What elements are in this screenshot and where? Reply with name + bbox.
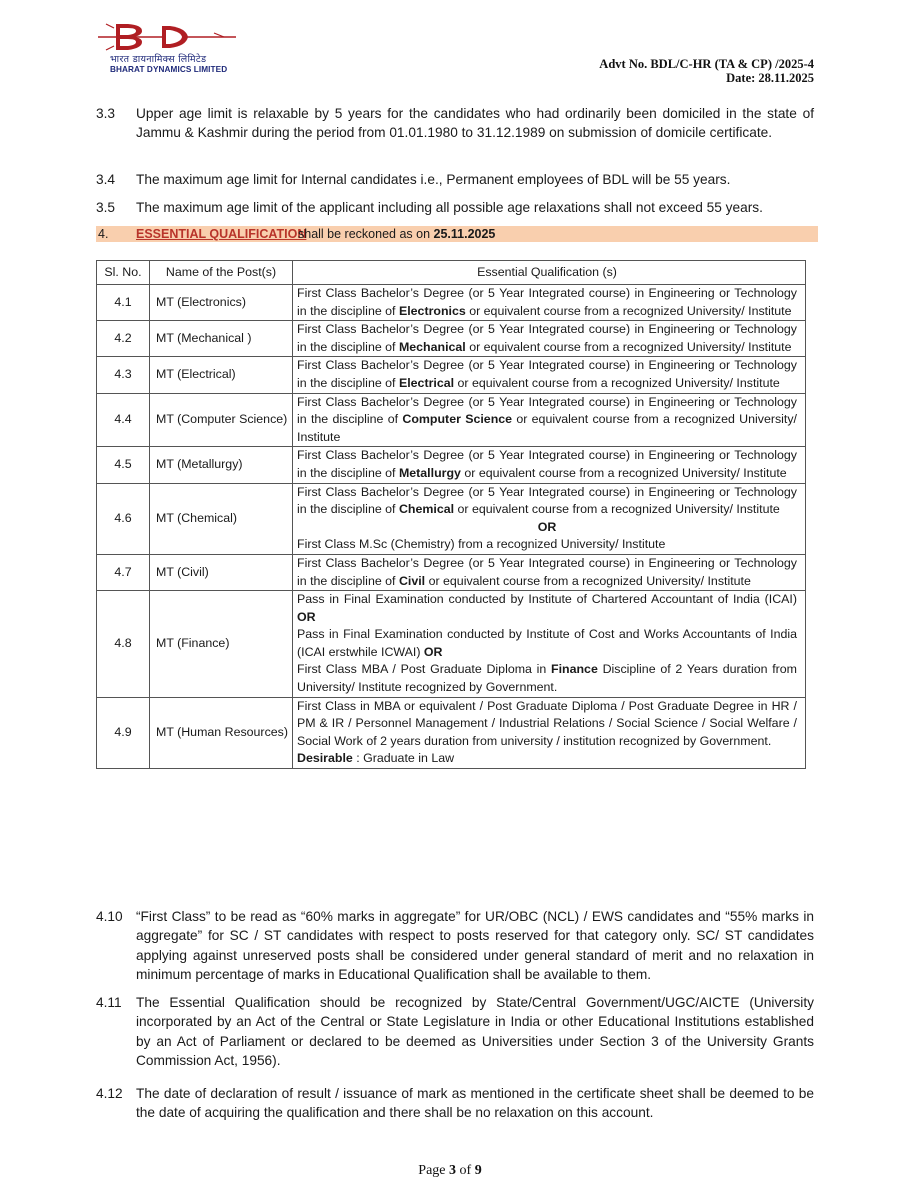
clause-number: 4.10 — [96, 909, 123, 924]
clause-3-3 — [96, 104, 814, 143]
clause-4-10 — [96, 907, 814, 985]
discipline: Civil — [398, 573, 426, 588]
qualification-text: Discipline of 2 Years duration from University/ Institute recognized by Government. — [297, 662, 797, 695]
clause-text: The maximum age limit of the applicant including all possible age relaxations shall not exceed 55 years. — [136, 200, 763, 215]
post-name: MT (Electrical) — [150, 357, 293, 393]
bdl-logo-mark-icon — [96, 20, 241, 52]
advertisement-info — [599, 57, 814, 85]
qualification — [293, 554, 806, 590]
post-name: MT (Computer Science) — [150, 393, 293, 447]
table-row — [97, 591, 806, 698]
header-post-name: Name of the Post(s) — [150, 261, 293, 285]
sl-no: 4.3 — [97, 357, 150, 393]
qualification-option-2: First Class M.Sc (Chemistry) from a recognized University/ Institute — [297, 537, 666, 552]
qualification-text: or equivalent course from a recognized University/ Institute — [460, 465, 787, 480]
qualification — [293, 697, 806, 768]
desirable-qualification — [297, 750, 797, 768]
qualification — [293, 591, 806, 698]
table-row — [97, 697, 806, 768]
clause-4-11 — [96, 993, 814, 1071]
clause-number: 4.11 — [96, 995, 122, 1010]
qualification-text: First Class in MBA or equivalent / Post Graduate Diploma / Post Graduate Degree in HR / PM & IR / Personnel Management / Industrial Relations / Social Science / Social Welfare / Social Work of 2 years duration from university / institution recognized by Government. — [297, 698, 797, 748]
page-label: Page — [418, 1163, 446, 1178]
clause-4-12 — [96, 1084, 814, 1123]
clause-text: The date of declaration of result / issuance of mark as mentioned in the certificate sheet shall be deemed to be the date of acquiring the qualification and there shall be no relaxation on this account. — [136, 1086, 814, 1121]
section-title: ESSENTIAL QUALIFICATION — [136, 227, 307, 241]
qualification-text: First Class Bachelor’s Degree (or 5 Year Integrated course) in Engineering or Technology in the discipline of — [297, 448, 797, 480]
table-header-row — [97, 261, 806, 285]
table-row — [97, 321, 806, 357]
or-separator: OR — [297, 609, 316, 624]
logo-hindi-name: भारत डायनामिक्स लिमिटेड — [110, 54, 207, 65]
qualification-text: First Class Bachelor’s Degree (or 5 Year Integrated course) in Engineering or Technology in the discipline of — [297, 322, 797, 354]
section-subtitle-text: shall be reckoned as on — [298, 227, 431, 241]
or-separator: OR — [537, 519, 557, 534]
discipline: Mechanical — [398, 339, 466, 354]
post-name: MT (Metallurgy) — [150, 447, 293, 483]
sl-no: 4.2 — [97, 321, 150, 357]
clause-number: 3.4 — [96, 172, 116, 187]
qualification — [293, 285, 806, 321]
qualification-option-2 — [297, 626, 797, 661]
post-name: MT (Finance) — [150, 591, 293, 698]
reckoning-date: 25.11.2025 — [433, 227, 496, 241]
sl-no: 4.5 — [97, 447, 150, 483]
section-4-heading — [96, 226, 818, 242]
sl-no: 4.7 — [97, 554, 150, 590]
desirable-text: : Graduate in Law — [352, 751, 455, 766]
page-number — [0, 1163, 900, 1179]
qualification — [293, 321, 806, 357]
qualification-text: or equivalent course from a recognized University/ Institute — [465, 339, 792, 354]
sl-no: 4.4 — [97, 393, 150, 447]
clause-3-5 — [96, 198, 814, 217]
table-row — [97, 447, 806, 483]
qualification-option-1 — [297, 591, 797, 626]
clause-text: “First Class” to be read as “60% marks in aggregate” for UR/OBC (NCL) / EWS candidates and “55% marks in aggregate” for SC / ST candidates with respect to posts reserved for that category only. SC/ ST candidates applying against unreserved posts shall be considered under general standard of merit and no relaxation in minimum percentage of marks in Educational Qualification shall be available to them. — [136, 909, 814, 983]
qualification-text: First Class Bachelor’s Degree (or 5 Year Integrated course) in Engineering or Technology in the discipline of — [297, 394, 797, 427]
post-name: MT (Human Resources) — [150, 697, 293, 768]
section-number: 4. — [98, 227, 109, 241]
sl-no: 4.6 — [97, 483, 150, 554]
header-sl-no: Sl. No. — [97, 261, 150, 285]
discipline: Electronics — [398, 303, 466, 318]
qualification-text: First Class MBA / Post Graduate Diploma in — [297, 662, 552, 677]
clause-text: Upper age limit is relaxable by 5 years for the candidates who had ordinarily been domiciled in the state of Jammu & Kashmir during the period from 01.01.1980 to 31.12.1989 on submission of domicile certificate. — [136, 106, 814, 141]
advt-date: Date: 28.11.2025 — [726, 71, 814, 85]
clause-3-4 — [96, 170, 814, 189]
discipline: Electrical — [398, 375, 455, 390]
discipline: Metallurgy — [398, 465, 461, 480]
of-label: of — [459, 1163, 472, 1178]
discipline: Computer Science — [402, 412, 513, 427]
qualification-text: or equivalent course from a recognized University/ Institute — [454, 502, 780, 517]
logo-english-name: BHARAT DYNAMICS LIMITED — [110, 65, 228, 74]
qualification — [293, 357, 806, 393]
qualification-text: or equivalent course from a recognized University/ Institute — [454, 375, 780, 390]
clause-text: The maximum age limit for Internal candidates i.e., Permanent employees of BDL will be 55 years. — [136, 172, 731, 187]
table-row — [97, 483, 806, 554]
total-pages: 9 — [474, 1163, 482, 1178]
clause-text: The Essential Qualification should be recognized by State/Central Government/UGC/AICTE (University incorporated by an Act of the Central or State Legislature in India or other Educational Institutions established by an Act of Parliament or declared to be deemed as Universities under Section 3 of the University Grants Commission Act, 1956). — [136, 995, 814, 1069]
qualification-text: or equivalent course from a recognized University/ Institute — [465, 303, 792, 318]
sl-no: 4.8 — [97, 591, 150, 698]
qualification-option-3 — [297, 661, 797, 696]
qualification-table — [96, 260, 806, 769]
table-row — [97, 554, 806, 590]
section-subtitle — [298, 226, 495, 242]
or-separator: OR — [423, 644, 443, 659]
qualification — [293, 393, 806, 447]
clause-number: 3.5 — [96, 200, 116, 215]
table-row — [97, 285, 806, 321]
table-row — [97, 357, 806, 393]
clause-number: 3.3 — [96, 106, 116, 121]
qualification-text: Pass in Final Examination conducted by Institute of Chartered Accountant of India (ICAI) — [297, 592, 797, 607]
qualification-text: or equivalent course from a recognized University/ Institute — [297, 412, 797, 444]
post-name: MT (Electronics) — [150, 285, 293, 321]
table-row — [97, 393, 806, 447]
header-qualification: Essential Qualification (s) — [293, 261, 806, 285]
qualification-text: First Class Bachelor’s Degree (or 5 Year Integrated course) in Engineering or Technology in the discipline of — [297, 358, 797, 390]
advt-number: Advt No. BDL/C-HR (TA & CP) /2025-4 — [599, 57, 814, 71]
qualification-text: First Class Bachelor’s Degree (or 5 Year Integrated course) in Engineering or Technology in the discipline of — [297, 484, 797, 517]
desirable-label: Desirable — [297, 751, 353, 766]
qualification — [293, 447, 806, 483]
sl-no: 4.1 — [97, 285, 150, 321]
post-name: MT (Mechanical ) — [150, 321, 293, 357]
sl-no: 4.9 — [97, 697, 150, 768]
post-name: MT (Chemical) — [150, 483, 293, 554]
qualification-text: Pass in Final Examination conducted by Institute of Cost and Works Accountants of India (ICAI erstwhile ICWAI) — [297, 627, 797, 659]
current-page: 3 — [449, 1163, 457, 1178]
qualification-text: First Class Bachelor’s Degree (or 5 Year Integrated course) in Engineering or Technology in the discipline of — [297, 555, 797, 588]
qualification — [293, 483, 806, 554]
qualification-text: or equivalent course from a recognized University/ Institute — [425, 573, 751, 588]
qualification-text: First Class Bachelor’s Degree (or 5 Year Integrated course) in Engineering or Technology in the discipline of — [297, 286, 797, 318]
bdl-logo — [96, 20, 241, 78]
qualification-option-1 — [297, 484, 797, 519]
clause-number: 4.12 — [96, 1086, 123, 1101]
discipline: Chemical — [398, 502, 455, 517]
discipline: Finance — [551, 662, 598, 677]
post-name: MT (Civil) — [150, 554, 293, 590]
